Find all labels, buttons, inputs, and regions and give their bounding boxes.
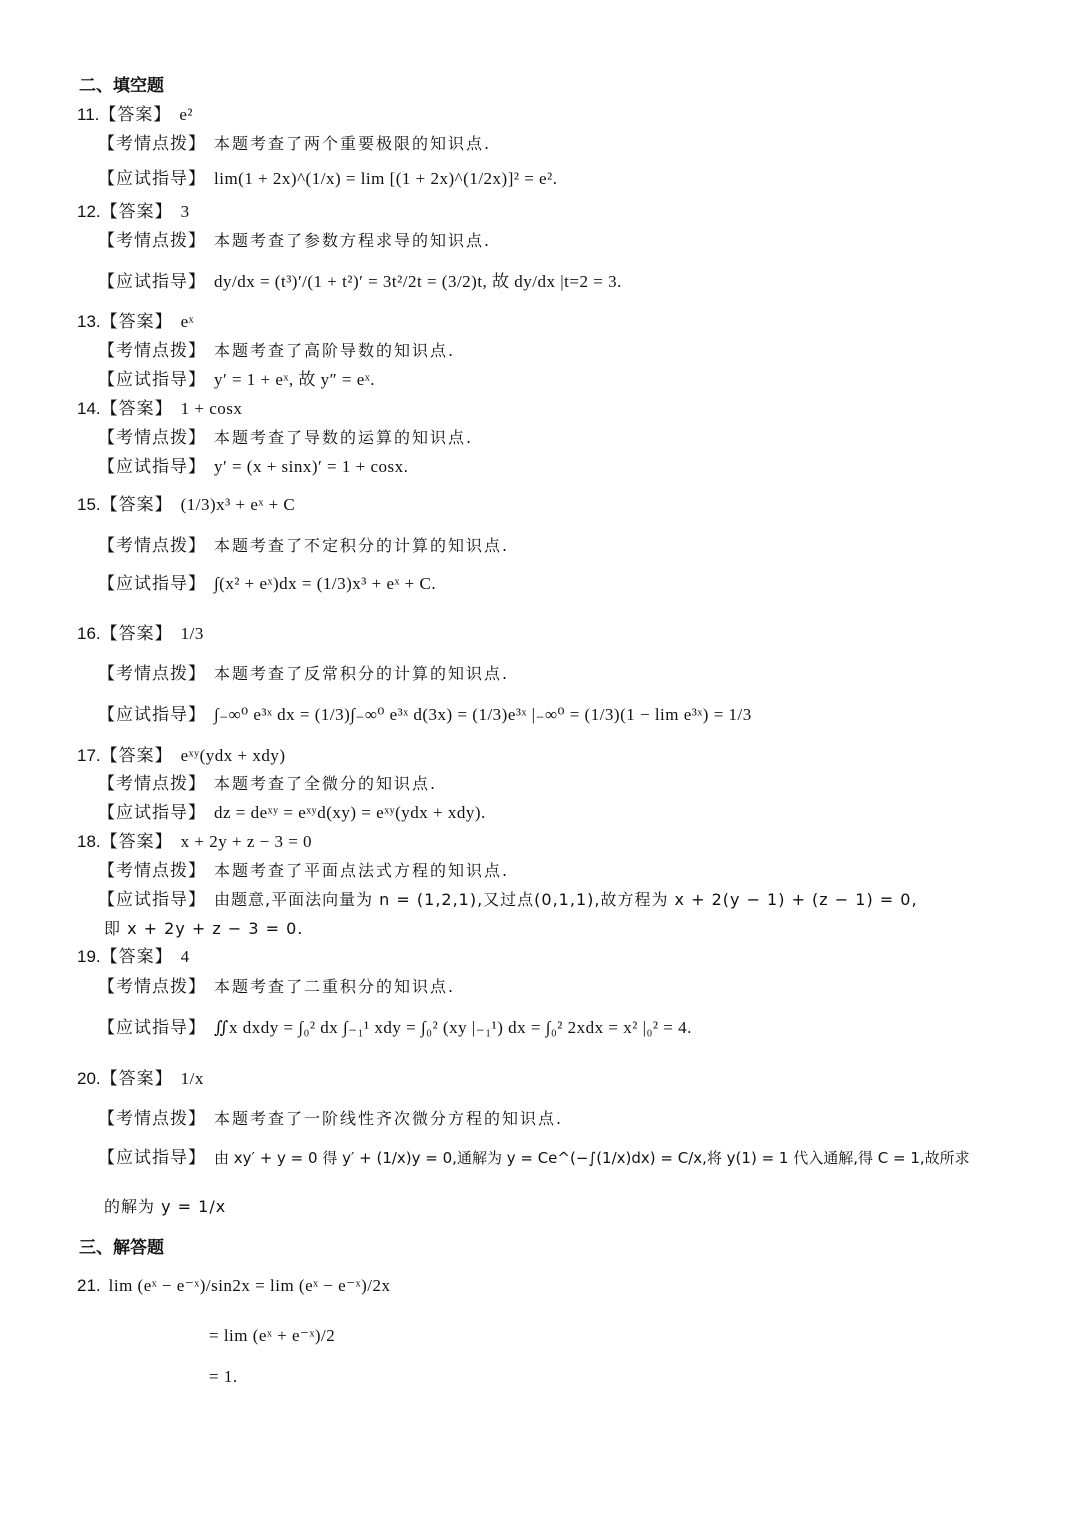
answer-label: 【答案】	[100, 832, 173, 852]
answer-label: 【答案】	[100, 312, 173, 332]
item-17-answer-line	[77, 745, 286, 767]
guide-text: 由 xy′ + y = 0 得 y′ + (1/x)y = 0,通解为 y = Ce^(−∫(1/x)dx) = C/x,将 y(1) = 1 代入通解,得 C = 1,故所求	[214, 1149, 970, 1167]
item-16-point-line	[98, 663, 509, 685]
guide-label: 【应试指导】	[98, 272, 206, 292]
point-text: 本题考查了平面点法式方程的知识点.	[214, 861, 510, 880]
item-20-guide-line	[98, 1147, 970, 1169]
item-number: 20.	[77, 1069, 101, 1088]
item-18-answer-line	[77, 831, 312, 853]
q21-formula-2: = lim (eˣ + e⁻ˣ)/2	[209, 1326, 336, 1345]
point-label: 【考情点拨】	[98, 428, 206, 448]
point-text: 本题考查了一阶线性齐次微分方程的知识点.	[214, 1109, 564, 1128]
answer-label: 【答案】	[99, 105, 172, 125]
item-16-answer-line	[77, 623, 204, 645]
answer-label: 【答案】	[100, 202, 173, 222]
item-20-guide-continuation	[104, 1196, 226, 1218]
item-17-guide-line	[98, 802, 486, 824]
item-12-answer-line	[77, 201, 190, 223]
answer-label: 【答案】	[100, 746, 173, 766]
point-text: 本题考查了两个重要极限的知识点.	[214, 134, 492, 153]
point-label: 【考情点拨】	[98, 536, 206, 556]
item-number: 21.	[77, 1276, 101, 1295]
item-number: 13.	[77, 312, 101, 331]
guide-formula: dy/dx = (t³)′/(1 + t²)′ = 3t²/2t = (3/2)t, 故 dy/dx |t=2 = 3.	[214, 272, 622, 291]
item-number: 18.	[77, 832, 101, 851]
item-number: 16.	[77, 624, 101, 643]
item-13-guide-line	[98, 369, 375, 391]
answer-value: eˣʸ(ydx + xdy)	[180, 746, 286, 765]
item-12-guide-line	[98, 271, 622, 293]
answer-value: 3	[180, 202, 190, 221]
item-number: 17.	[77, 746, 101, 765]
answer-value: 1/x	[180, 1069, 204, 1088]
item-11-answer-line	[77, 104, 193, 126]
point-label: 【考情点拨】	[98, 1109, 206, 1129]
item-20-point-line	[98, 1108, 563, 1130]
item-19-answer-line	[77, 946, 190, 968]
item-14-answer-line	[77, 398, 242, 420]
item-11-point-line	[98, 133, 491, 155]
guide-text-cont: 即 x + 2y + z − 3 = 0.	[104, 919, 304, 938]
item-18-point-line	[98, 860, 509, 882]
answer-label: 【答案】	[100, 947, 173, 967]
guide-label: 【应试指导】	[98, 1148, 206, 1168]
guide-text-cont: 的解为 y = 1/x	[104, 1197, 227, 1216]
guide-text: 由题意,平面法向量为 n = (1,2,1),又过点(0,1,1),故方程为 x + 2(y − 1) + (z − 1) = 0,	[214, 890, 918, 909]
point-text: 本题考查了不定积分的计算的知识点.	[214, 536, 510, 555]
answer-value: x + 2y + z − 3 = 0	[180, 832, 313, 851]
section-heading-fill-blank: 二、填空题	[79, 76, 164, 96]
q21-formula-3: = 1.	[209, 1367, 238, 1386]
answer-label: 【答案】	[100, 624, 173, 644]
point-label: 【考情点拨】	[98, 664, 206, 684]
point-label: 【考情点拨】	[98, 774, 206, 794]
guide-label: 【应试指导】	[98, 890, 206, 910]
item-14-point-line	[98, 427, 473, 449]
point-text: 本题考查了二重积分的知识点.	[214, 977, 456, 996]
point-label: 【考情点拨】	[98, 341, 206, 361]
answer-value: 4	[180, 947, 190, 966]
guide-label: 【应试指导】	[98, 574, 206, 594]
guide-formula: ∫₋∞⁰ e³ˣ dx = (1/3)∫₋∞⁰ e³ˣ d(3x) = (1/3)e³ˣ |₋∞⁰ = (1/3)(1 − lim e³ˣ) = 1/3	[214, 705, 752, 724]
answer-value: 1 + cosx	[180, 399, 243, 418]
item-20-answer-line	[77, 1068, 204, 1090]
guide-label: 【应试指导】	[98, 705, 206, 725]
point-text: 本题考查了反常积分的计算的知识点.	[214, 664, 510, 683]
point-text: 本题考查了参数方程求导的知识点.	[214, 231, 492, 250]
item-number: 19.	[77, 947, 101, 966]
item-13-point-line	[98, 340, 455, 362]
point-text: 本题考查了高阶导数的知识点.	[214, 341, 456, 360]
point-label: 【考情点拨】	[98, 861, 206, 881]
item-18-guide-line	[98, 889, 918, 911]
item-17-point-line	[98, 773, 437, 795]
guide-formula: y′ = 1 + eˣ, 故 y″ = eˣ.	[214, 370, 375, 389]
point-label: 【考情点拨】	[98, 231, 206, 251]
item-15-point-line	[98, 535, 509, 557]
item-number: 14.	[77, 399, 101, 418]
item-number: 12.	[77, 202, 101, 221]
item-number: 11.	[77, 105, 100, 124]
guide-label: 【应试指导】	[98, 370, 206, 390]
answer-value: 1/3	[180, 624, 204, 643]
item-15-answer-line	[77, 494, 295, 516]
answer-value: eˣ	[180, 312, 195, 331]
item-12-point-line	[98, 230, 491, 252]
answer-label: 【答案】	[100, 399, 173, 419]
guide-formula: ∫(x² + eˣ)dx = (1/3)x³ + eˣ + C.	[214, 574, 437, 593]
answer-value: e²	[179, 105, 194, 124]
item-16-guide-line	[98, 704, 752, 726]
item-19-guide-line	[98, 1017, 692, 1039]
item-18-guide-continuation	[104, 918, 303, 940]
item-13-answer-line	[77, 311, 194, 333]
item-14-guide-line	[98, 456, 408, 478]
guide-label: 【应试指导】	[98, 803, 206, 823]
point-label: 【考情点拨】	[98, 134, 206, 154]
section-heading-solve: 三、解答题	[79, 1238, 164, 1258]
guide-formula: ∬x dxdy = ∫₀² dx ∫₋₁¹ xdy = ∫₀² (xy |₋₁¹) dx = ∫₀² 2xdx = x² |₀² = 4.	[214, 1018, 692, 1037]
q21-line-2	[209, 1325, 335, 1347]
answer-value: (1/3)x³ + eˣ + C	[180, 495, 296, 514]
guide-formula: y′ = (x + sinx)′ = 1 + cosx.	[214, 457, 409, 476]
q21-line-1	[77, 1275, 390, 1297]
item-15-guide-line	[98, 573, 436, 595]
guide-label: 【应试指导】	[98, 169, 206, 189]
guide-formula: lim(1 + 2x)^(1/x) = lim [(1 + 2x)^(1/2x)]² = e².	[214, 169, 558, 188]
item-number: 15.	[77, 495, 101, 514]
answer-label: 【答案】	[100, 495, 173, 515]
item-19-point-line	[98, 976, 455, 998]
guide-formula: dz = deˣʸ = eˣʸd(xy) = eˣʸ(ydx + xdy).	[214, 803, 486, 822]
guide-label: 【应试指导】	[98, 1018, 206, 1038]
answer-label: 【答案】	[100, 1069, 173, 1089]
item-11-guide-line	[98, 168, 557, 190]
guide-label: 【应试指导】	[98, 457, 206, 477]
point-label: 【考情点拨】	[98, 977, 206, 997]
q21-line-3	[209, 1366, 238, 1388]
q21-formula-1: lim (eˣ − e⁻ˣ)/sin2x = lim (eˣ − e⁻ˣ)/2x	[108, 1276, 391, 1295]
point-text: 本题考查了导数的运算的知识点.	[214, 428, 474, 447]
point-text: 本题考查了全微分的知识点.	[214, 774, 438, 793]
